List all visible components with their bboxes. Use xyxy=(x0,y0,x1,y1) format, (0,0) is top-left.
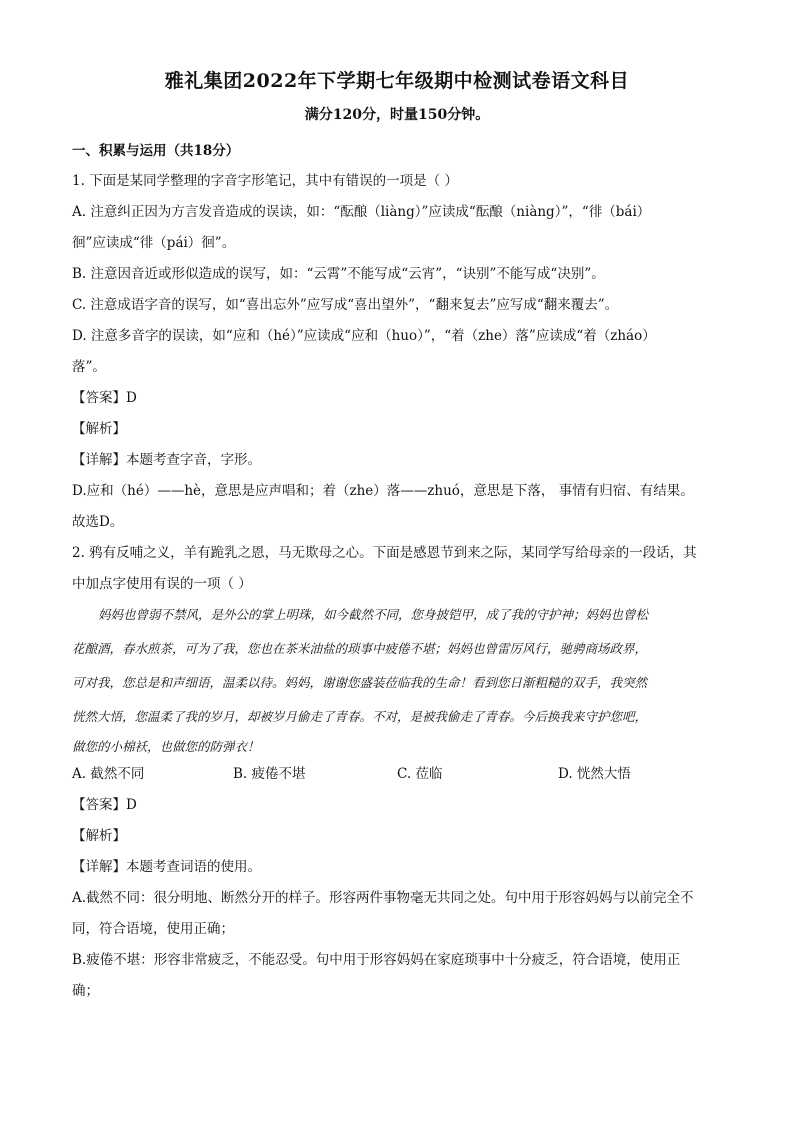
question-1-explanation: D.应和（hé）——hè，意思是应声唱和；着（zhe）落——zhuó，意思是下落， 事情有归宿、有结果。 xyxy=(72,483,694,499)
question-1-option-c: C. 注意成语字音的误写，如“喜出忘外”应写成“喜出望外”，“翻来复去”应写成“翻来覆去”。 xyxy=(72,297,619,313)
question-2-option-d: D. 恍然大悟 xyxy=(558,766,631,782)
question-1-option-d-cont: 落”。 xyxy=(72,359,106,375)
passage-line: 妈妈也曾弱不禁风，是外公的掌上明珠，如今截然不同，您身披铠甲，成了我的守护神；妈妈也曾松 xyxy=(98,607,649,622)
question-1-option-b: B. 注意因音近或形似造成的误写，如：“云霄”不能写成“云宵”，“诀别”不能写成“决别”。 xyxy=(72,266,605,282)
question-2-stem-cont: 中加点字使用有误的一项（ ） xyxy=(72,576,252,592)
question-2-option-a: A. 截然不同 xyxy=(72,766,145,782)
question-2-answer: 【答案】D xyxy=(72,797,137,813)
question-2-detail: 【详解】本题考查词语的使用。 xyxy=(72,859,261,875)
passage-line: 花酿酒，春水煎茶，可为了我，您也在茶米油盐的琐事中疲倦不堪；妈妈也曾雷厉风行，驰骋商场政界， xyxy=(72,641,648,656)
page-title: 雅礼集团2022年下学期七年级期中检测试卷语文科目 xyxy=(164,70,630,92)
question-1-detail: 【详解】本题考查字音，字形。 xyxy=(72,452,261,468)
section-heading: 一、积累与运用（共18分） xyxy=(72,143,240,159)
question-2-analysis-label: 【解析】 xyxy=(72,828,126,844)
question-2-option-b: B. 疲倦不堪 xyxy=(233,766,306,782)
question-1-conclusion: 故选D。 xyxy=(72,514,124,530)
passage-line: 做您的小棉袄，也做您的防弹衣！ xyxy=(72,739,260,754)
passage-line: 恍然大悟，您温柔了我的岁月，却被岁月偷走了青春。不对，是被我偷走了青春。今后换我来守护您吧， xyxy=(72,709,648,724)
question-2-explanation-a-cont: 同，符合语境，使用正确； xyxy=(72,921,234,937)
question-1-answer: 【答案】D xyxy=(72,390,137,406)
question-1-option-d: D. 注意多音字的误读，如“应和（hé）”应读成“应和（huo）”，“着（zhe）落”应读成“着（zháo） xyxy=(72,328,656,344)
question-2-explanation-a: A.截然不同：很分明地、断然分开的样子。形容两件事物毫无共同之处。句中用于形容妈妈与以前完全不 xyxy=(72,890,694,906)
question-1-option-a: A. 注意纠正因为方言发音造成的误读，如：“酝酿（liàng）”应读成“酝酿（niàng）”，“徘（bái） xyxy=(72,204,651,220)
question-1-analysis-label: 【解析】 xyxy=(72,421,126,437)
question-1-stem: 1. 下面是某同学整理的字音字形笔记，其中有错误的一项是（ ） xyxy=(72,173,458,189)
page-subtitle: 满分120分，时量150分钟。 xyxy=(304,107,490,123)
question-2-stem: 2. 鸦有反哺之义，羊有跪乳之恩，马无欺母之心。下面是感恩节到来之际，某同学写给母亲的一段话，其 xyxy=(72,545,697,561)
question-2-option-c: C. 莅临 xyxy=(397,766,443,782)
passage-line: 可对我，您总是和声细语，温柔以待。妈妈，谢谢您盛装莅临我的生命！看到您日渐粗糙的双手，我突然 xyxy=(72,675,648,690)
question-2-explanation-b-cont: 确； xyxy=(72,983,99,999)
question-2-explanation-b: B.疲倦不堪：形容非常疲乏，不能忍受。句中用于形容妈妈在家庭琐事中十分疲乏，符合语境，使用正 xyxy=(72,952,681,968)
question-1-option-a-cont: 徊”应读成“徘（pái）徊”。 xyxy=(72,235,236,251)
